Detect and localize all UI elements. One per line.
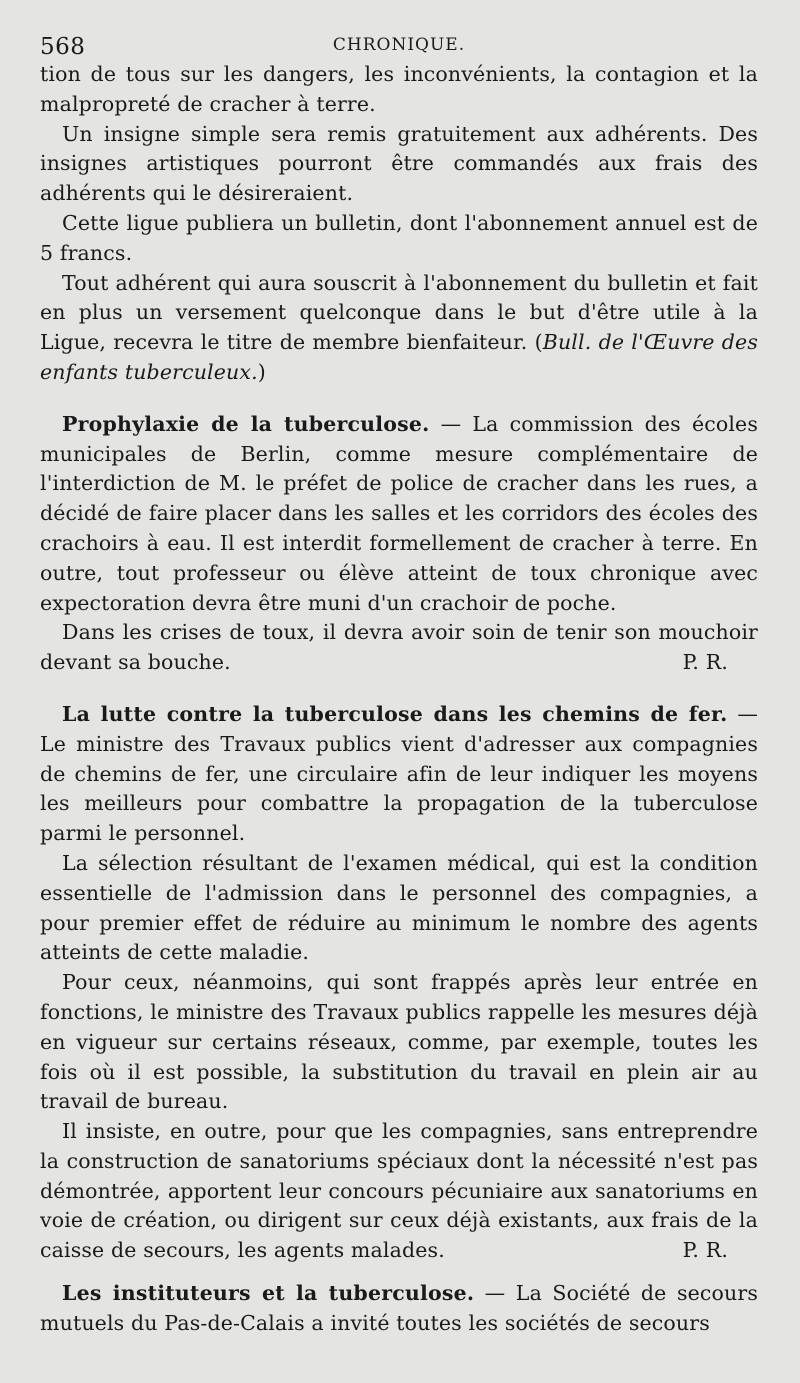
- section-spacer: [40, 678, 758, 700]
- section-spacer: [40, 388, 758, 410]
- page-number: 568: [40, 34, 86, 60]
- paragraph: [40, 269, 758, 388]
- paragraph-text: Dans les crises de toux, il devra avoir soin de tenir son mouchoir devant sa bouche.: [40, 620, 758, 675]
- paragraph: La sélection résultant de l'examen médical, qui est la condition essentielle de l'admission dans le personnel des compagnies, a pour premier effet de réduire au minimum le nombre des agents atteints de cette maladie.: [40, 850, 758, 965]
- paragraph: [40, 410, 758, 619]
- section-heading: Prophylaxie de la tuberculose.: [62, 411, 430, 436]
- paragraph-text: — La commission des écoles municipales de Berlin, comme mesure complémentaire de l'interdiction de M. le préfet de police de cracher dans les rues, a décidé de faire placer dans les salles et les corridors des écoles des crachoirs à eau. Il est interdit formellement de cracher à terre. En outre, tout professeur ou élève atteint de toux chronique avec expectoration devra être muni d'un crachoir de poche.: [40, 411, 759, 615]
- paragraph: Cette ligue publiera un bulletin, dont l'abonnement annuel est de 5 francs.: [40, 210, 758, 265]
- paragraph: Un insigne simple sera remis gratuitement aux adhérents. Des insignes artistiques pourront être commandés aux frais des adhérents qui le désireraient.: [40, 121, 758, 206]
- paragraph: [40, 700, 758, 849]
- citation: Bull. de l'Œuvre des enfants tuberculeux.: [40, 330, 758, 384]
- paragraph-text: — La Société de secours mutuels du Pas-de-Calais a invité toutes les sociétés de secours: [40, 1281, 758, 1335]
- citation-close: ): [257, 359, 266, 384]
- paragraph-text: Tout adhérent qui aura souscrit à l'abonnement du bulletin et fait en plus un versement quelconque dans le but d'être utile à la Ligue, recevra le titre de membre bienfaiteur. (: [40, 270, 758, 355]
- section-heading: La lutte contre la tuberculose dans les chemins de fer.: [62, 701, 728, 726]
- signature: P. R.: [682, 650, 728, 675]
- running-head: [40, 30, 758, 60]
- paragraph: [40, 618, 758, 678]
- article-body: [40, 60, 758, 1339]
- section-spacer: [40, 1266, 758, 1279]
- section-heading: Les instituteurs et la tuberculose.: [62, 1281, 475, 1306]
- paragraph: [40, 1279, 758, 1339]
- paragraph: Pour ceux, néanmoins, qui sont frappés après leur entrée en fonctions, le ministre des Travaux publics rappelle les mesures déjà en vigueur sur certains réseaux, comme, par exemple, toutes les fois où il est possible, la substitution du travail en plein air au travail de bureau.: [40, 970, 758, 1114]
- paragraph-text: — Le ministre des Travaux publics vient d'adresser aux compagnies de chemins de fer, une circulaire afin de leur indiquer les moyens les meilleurs pour combattre la propagation de la tuberculose parmi le personnel.: [40, 701, 758, 846]
- paragraph: tion de tous sur les dangers, les inconvénients, la contagion et la malpropreté de cracher à terre.: [40, 62, 758, 116]
- signature: P. R.: [682, 1238, 728, 1263]
- paragraph: [40, 1117, 758, 1266]
- running-title: CHRONIQUE.: [332, 35, 466, 55]
- paragraph-text: Il insiste, en outre, pour que les compagnies, sans entreprendre la construction de sanatoriums spéciaux dont la nécessité n'est pas démontrée, apportent leur concours pécuniaire aux sanatoriums en voie de création, ou dirigent sur ceux déjà existants, aux frais de la caisse de secours, les agents malades.: [40, 1119, 758, 1263]
